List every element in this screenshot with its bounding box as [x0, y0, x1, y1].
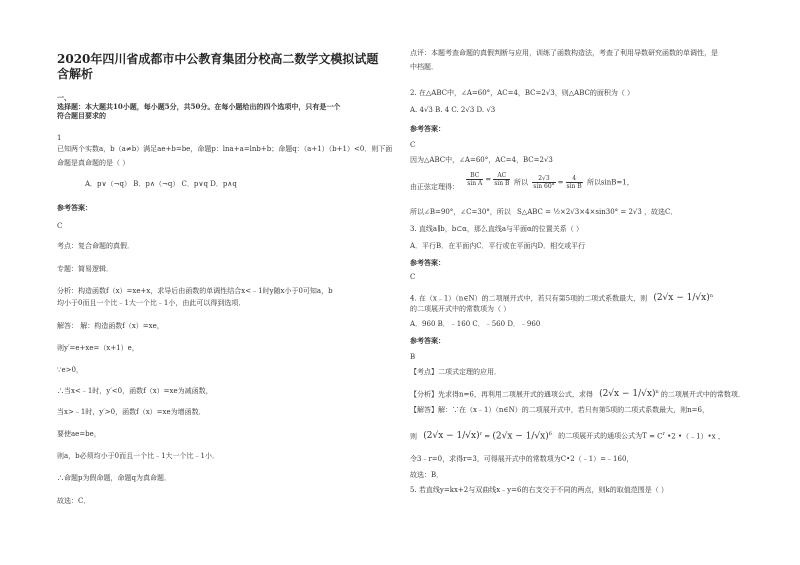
question-1-line-1: 已知两个实数a，b（a≠b）满足ae+b=be，命题p：lna+a=lnb+b；命题q：（a+1）（b+1）<0．则下面: [57, 145, 393, 153]
binomial-expression: (2√x − 1/√x): [423, 431, 480, 442]
binomial-exponent: n: [655, 389, 659, 395]
comment-line-1: 点评：本题考查命题的真假判断与应用，训练了函数构造法，考查了利用导数研究函数的单调性，是: [410, 49, 718, 57]
general-term-label: 的二项展开式的通项公式为T: [558, 432, 647, 441]
binomial-exponent: 6: [548, 431, 552, 437]
question-3-options: A．平行B．在平面内C．平行或在平面内D．相交或平行: [410, 242, 586, 250]
question-1-line-2: 命题是真命题的是（ ）: [57, 159, 130, 167]
section-heading-line-1: 选择题：本大题共10小题，每小题5分，共50分。在每小题给出的四个选项中，只有是一个: [57, 102, 341, 111]
question-4-solution-line-4: 故选：B．: [410, 471, 444, 479]
question-4-answer: B: [410, 353, 416, 361]
fraction-denominator: sin A: [467, 180, 483, 187]
question-4-analysis: [410, 388, 745, 399]
so-label: 所以: [514, 178, 528, 187]
fraction-2sqrt3-over-sin60: [532, 175, 555, 190]
fraction-bc-over-sina: [466, 172, 483, 187]
question-4-solution-line-2: 则 $(2√x - 1/√x)^r = (2√x - 1/√x)^6$ 的二项展开式的通项公式为$T = C^r$ •2 •（﹣1）•x ，: [410, 431, 725, 442]
solution-line-4: ∴当x<﹣1时，y′<0，函数f（x）=xe为减函数，: [57, 387, 213, 395]
fraction-denominator: sin 60°: [533, 183, 555, 190]
reference-answer-label: 参考答案：: [57, 203, 92, 212]
solution-line-5: 当x>﹣1时，y′>0，函数f（x）=xe为增函数．: [57, 408, 206, 416]
fraction-ac-over-sinb: [493, 172, 510, 187]
general-term-rest: •2 •（﹣1）•x ，: [667, 432, 725, 441]
analysis-text-a: 【分析】先求得n=6，再利用二项展开式的通项公式，求得: [410, 390, 593, 399]
question-4-solution-line-1: 【解答】解：∵在（x﹣1）（n∈N）的二项展开式中，若只有第5项的二项式系数最大，则n=6，: [410, 406, 709, 414]
comment-line-2: 中档题．: [410, 63, 438, 71]
fraction-denominator: sin B: [494, 180, 510, 187]
combination-symbol: = C: [649, 432, 663, 441]
question-1-answer: C: [57, 222, 63, 230]
solution-line-7: 则a，b必须均小于0而且一个比﹣1大一个比﹣1小．: [57, 452, 220, 460]
question-4-text: 4. 在（x﹣1）（n∈N）的二项展开式中，若只有第5项的二项式系数最大，则: [410, 294, 648, 303]
solution-line-3: ∵e>0，: [57, 366, 83, 374]
question-2-solution-line-2: $\frac{BC}{\text{sin A}}$ = $\frac{AC}{\text{sin B}}$: [467, 172, 510, 187]
question-1-options: A．p∨（¬q） B．p∧（¬q） C．p∨q D．p∧q: [85, 180, 237, 188]
question-2-options: A. 4√3 B. 4 C. 2√3 D. √3: [410, 106, 496, 114]
question-4-options: A．960 B．﹣160 C．﹣560 D．﹣960: [410, 320, 541, 328]
question-2-solution-line-3: [410, 208, 677, 217]
analysis-line-2: 均小于0而且一个比﹣1大一个比﹣1小，由此可以得到选项．: [57, 299, 246, 307]
solution-line-2: 则y′=e+xe=（x+1）e，: [57, 344, 139, 352]
solution-line-1: 解答： 解：构造函数f（x）=xe，: [57, 322, 164, 330]
fraction-numerator: BC: [466, 172, 483, 180]
reference-answer-label-q4: 参考答案：: [410, 336, 445, 345]
law-of-sines-label: 由正弦定理得：: [410, 183, 459, 191]
solution-line-8: ∴命题p为假命题，命题q为真命题．: [57, 474, 171, 482]
section-number: 一、: [57, 93, 71, 102]
fraction-denominator: sin B: [566, 183, 582, 190]
knowledge-point: 考点：复合命题的真假．: [57, 242, 134, 250]
fraction-4-over-sinb: [566, 175, 583, 190]
section-heading-line-2: 符合题目要求的: [57, 111, 106, 120]
binomial-exponent: n: [709, 293, 713, 299]
binomial-expression: (2√x − 1/√x): [492, 431, 549, 442]
question-2: 2. 在△ABC中，∠A=60°，AC=4，BC=2√3，则△ABC的面积为（ ）: [410, 89, 635, 97]
question-2-solution-so: 所以 $\frac{2√3}{\sin 60^\circ}$ = $\frac{4}{\text{sin B}}$ 所以sinB=1，: [514, 175, 634, 190]
reference-answer-label-q2: 参考答案：: [410, 124, 445, 133]
topic-label: 专题：简易逻辑．: [57, 265, 113, 273]
binomial-expression: (2√x − 1/√x): [599, 389, 656, 400]
fraction-numerator: 4: [566, 175, 583, 183]
solution-line-6: 要使ae=be，: [57, 430, 101, 438]
question-4-line-2: 的二项展开式中的常数项为（ ）: [410, 305, 511, 313]
doc-title-line-2: 含解析: [57, 67, 94, 81]
fraction-numerator: 2√3: [532, 175, 555, 183]
sinb-result: 所以sinB=1，: [586, 178, 634, 187]
binomial-exponent: r: [479, 431, 483, 437]
area-formula: S△ABC = ½×2√3×4×sin30° = 2√3: [517, 208, 642, 216]
reference-answer-label-q3: 参考答案：: [410, 258, 445, 267]
combination-superscript: r: [662, 431, 665, 437]
question-5: 5. 若直线y=kx+2与双曲线x﹣y=6的右支交于不同的两点，则k的取值范围是（ ）: [410, 486, 668, 494]
question-3-answer: C: [410, 273, 416, 281]
question-1-number: 1: [57, 134, 62, 142]
question-4-solution-line-3: 令3﹣r=0，求得r=3，可得展开式中的常数项为C•2（﹣1）=﹣160，: [410, 455, 634, 463]
question-4-line-1: [410, 292, 713, 303]
question-3: 3. 直线a∥b，b⊂α，那么直线a与平面α的位置关系（ ）: [410, 225, 583, 233]
fraction-numerator: AC: [493, 172, 510, 180]
analysis-line-1: 分析：构造函数f（x）=xe+x，求导后由函数的单调性结合x<﹣1时y随x小于0可知a，b: [57, 287, 333, 295]
doc-title-line-1: 2020年四川省成都市中公教育集团分校高二数学文模拟试题: [57, 52, 379, 66]
question-2-solution-line-1: 因为△ABC中，∠A=60°，AC=4，BC=2√3: [410, 156, 553, 164]
question-2-answer: C: [410, 141, 416, 149]
analysis-text-b: 的二项展开式中的常数项．: [660, 390, 745, 399]
question-4-knowledge-point: 【考点】二项式定理的应用．: [410, 368, 501, 376]
binomial-expression: (2√x − 1/√x): [653, 293, 710, 304]
choose-c: ，故选C．: [644, 208, 678, 216]
angle-result: 所以∠B=90°，∠C=30°，所以: [410, 208, 511, 216]
solution-line-9: 故选：C．: [57, 497, 91, 505]
then-label: 则: [410, 432, 417, 441]
